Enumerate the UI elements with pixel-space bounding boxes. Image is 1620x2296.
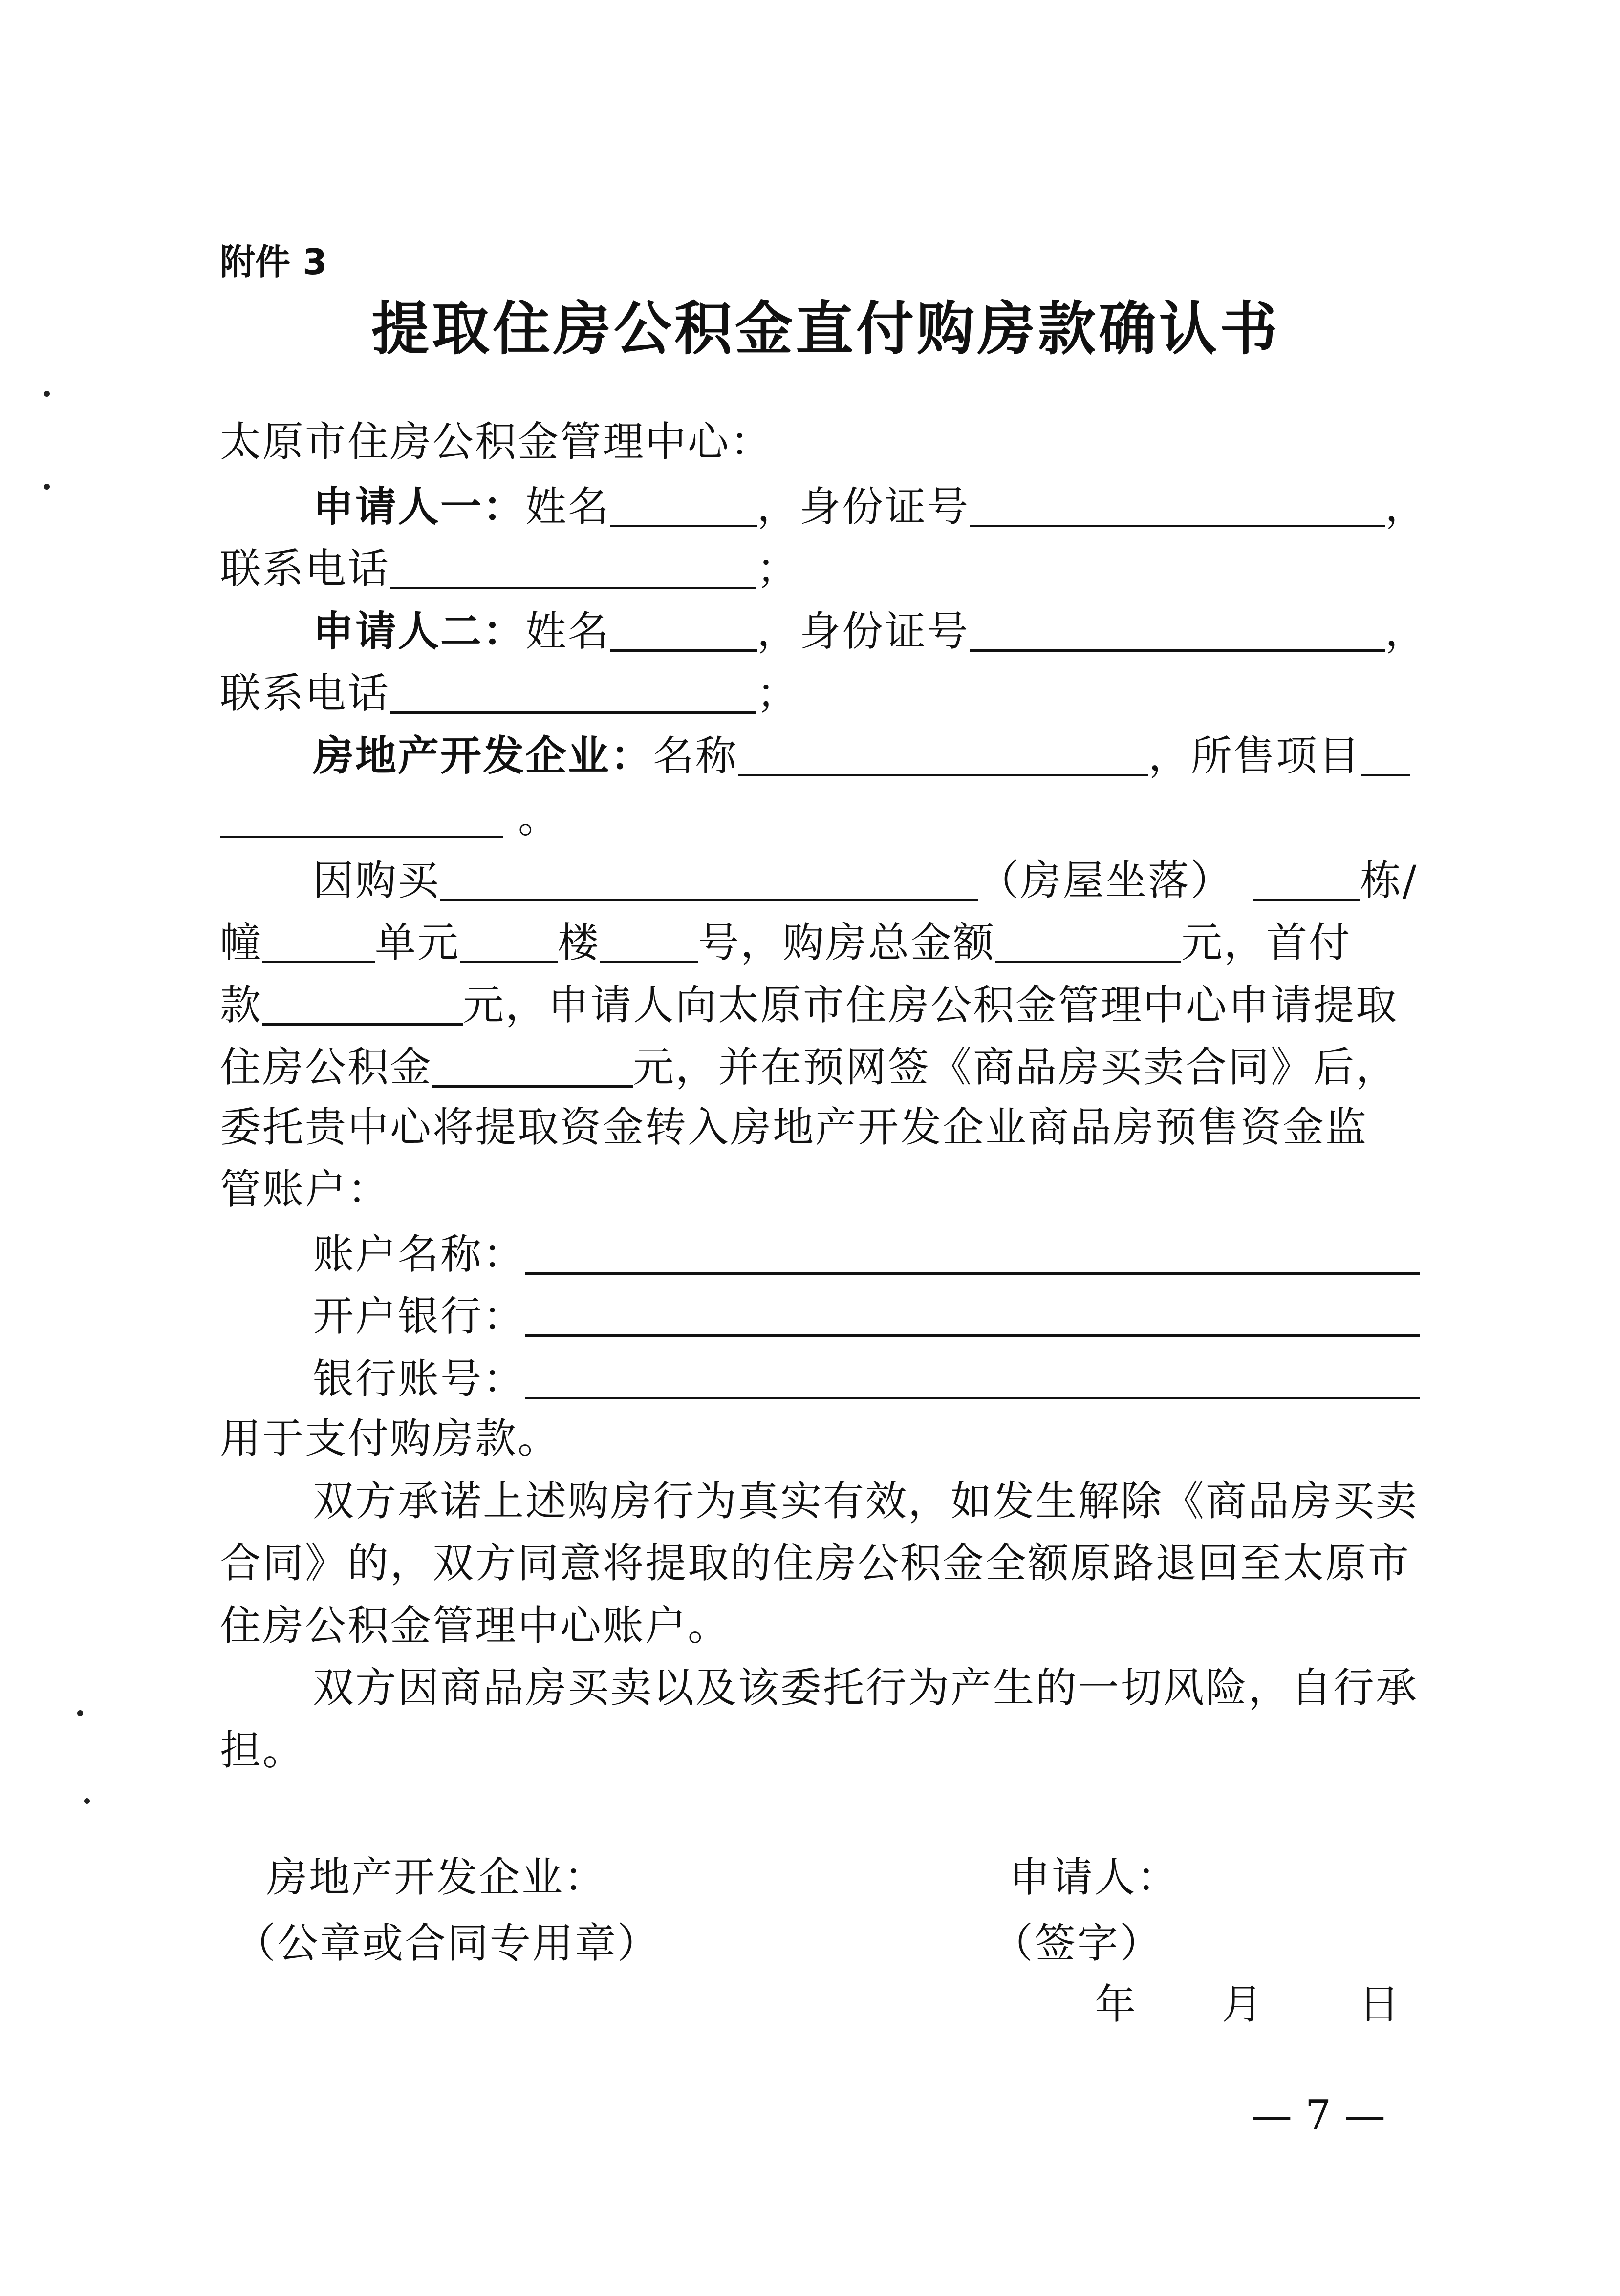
promise-line-1: 双方承诺上述购房行为真实有效，如发生解除《商品房买卖 — [313, 1477, 1419, 1525]
bank-line — [313, 1292, 1420, 1340]
risk-line-1: 双方因商品房买卖以及该委托行为产生的一切风险，自行承 — [313, 1664, 1419, 1712]
date-day: 日 — [1359, 1980, 1402, 2028]
applicant-signature-label: 申请人： — [1009, 1853, 1180, 1901]
purchase-line-3 — [220, 981, 1399, 1029]
separator: ， — [1385, 607, 1428, 655]
phone-label: 联系电话 — [220, 669, 390, 717]
developer-label: 房地产开发企业： — [313, 731, 653, 780]
name-label: 姓名 — [525, 483, 611, 531]
account-number-label: 银行账号： — [313, 1355, 526, 1403]
project-field-end[interactable] — [220, 795, 503, 838]
block-unit: 幢 — [220, 919, 263, 966]
separator: ； — [756, 669, 799, 717]
location-note: （房屋坐落） — [978, 857, 1233, 904]
applicant2-line — [313, 607, 1428, 655]
project-field-start[interactable] — [1361, 733, 1410, 776]
applicant1-name-field[interactable] — [610, 484, 757, 527]
total-price-label: 号，购房总金额 — [698, 919, 996, 966]
id-label: 身份证号 — [799, 483, 970, 531]
scan-speck — [84, 1798, 90, 1804]
applicant1-line — [313, 482, 1428, 531]
scan-speck — [77, 1710, 83, 1716]
floor-field[interactable] — [600, 920, 698, 963]
building-field[interactable] — [1253, 858, 1360, 901]
promise-line-2: 合同》的，双方同意将提取的住房公积金全额原路退回至太原市 — [220, 1539, 1411, 1587]
date-month: 月 — [1222, 1980, 1265, 2028]
project-label: 所售项目 — [1191, 732, 1361, 780]
account-name-line — [313, 1230, 1420, 1278]
purchase-text: 元，并在预网签《商品房买卖合同》后， — [633, 1043, 1399, 1091]
applicant2-phone-line — [220, 669, 799, 717]
account-number-field[interactable] — [525, 1356, 1420, 1399]
applicant1-phone-line — [220, 545, 799, 593]
applicant1-phone-field[interactable] — [390, 546, 756, 589]
developer-line — [313, 731, 1410, 780]
purchase-text: 因购买 — [313, 857, 441, 904]
name-label: 姓名 — [525, 607, 611, 655]
purchase-line-2 — [220, 919, 1352, 966]
purchase-line-4 — [220, 1043, 1399, 1091]
promise-line-3: 住房公积金管理中心账户。 — [220, 1602, 731, 1650]
account-number-line — [313, 1355, 1420, 1403]
developer-signature-label: 房地产开发企业： — [266, 1853, 607, 1901]
withdraw-amount-field[interactable] — [432, 1044, 633, 1088]
date-year: 年 — [1095, 1980, 1138, 2028]
building-unit: 栋/ — [1360, 857, 1418, 904]
addressee: 太原市住房公积金管理中心： — [220, 418, 773, 466]
developer-seal-note: （公章或合同专用章） — [235, 1919, 660, 1967]
account-name-field[interactable] — [525, 1231, 1420, 1275]
total-price-field[interactable] — [995, 920, 1181, 963]
unit-field[interactable] — [460, 920, 558, 963]
purchase-line-5: 委托贵中心将提取资金转入房地产开发企业商品房预售资金监 — [220, 1103, 1368, 1151]
applicant2-phone-field[interactable] — [390, 670, 756, 714]
id-label: 身份证号 — [799, 607, 970, 655]
down-payment-label: 元，首付 — [1181, 919, 1352, 966]
account-name-label: 账户名称： — [313, 1230, 526, 1278]
withdraw-label: 住房公积金 — [220, 1043, 433, 1091]
developer-line-2 — [220, 794, 561, 842]
down-payment-label-end: 款 — [220, 981, 263, 1029]
page-number: — 7 — — [1251, 2091, 1385, 2139]
bank-label: 开户银行： — [313, 1292, 526, 1340]
developer-name-label: 名称 — [653, 732, 738, 780]
separator: ； — [756, 545, 799, 593]
developer-name-field[interactable] — [738, 733, 1148, 776]
scan-speck — [44, 484, 50, 490]
bank-field[interactable] — [525, 1293, 1420, 1337]
scan-speck — [44, 391, 50, 397]
phone-label: 联系电话 — [220, 545, 390, 593]
purchase-text: 元，申请人向太原市住房公积金管理中心申请提取 — [463, 981, 1399, 1029]
document-title: 提取住房公积金直付购房款确认书 — [371, 295, 1281, 363]
purchase-line-1 — [313, 857, 1418, 904]
account-purpose: 用于支付购房款。 — [220, 1415, 561, 1462]
risk-line-2: 担。 — [220, 1726, 305, 1774]
house-location-field[interactable] — [440, 858, 978, 901]
applicant-signature-note: （签字） — [992, 1919, 1163, 1967]
unit-label: 单元 — [375, 919, 460, 966]
applicant2-id-field[interactable] — [970, 608, 1385, 652]
applicant2-label: 申请人二： — [313, 607, 526, 655]
separator: ， — [1148, 732, 1191, 780]
down-payment-field[interactable] — [262, 982, 463, 1026]
block-field[interactable] — [262, 920, 375, 963]
applicant1-id-field[interactable] — [970, 484, 1385, 527]
purchase-line-6: 管账户： — [220, 1165, 390, 1213]
separator: 。 — [518, 794, 561, 842]
separator: ， — [757, 483, 800, 531]
floor-label: 楼 — [558, 919, 601, 966]
separator: ， — [1385, 483, 1428, 531]
separator: ， — [757, 607, 800, 655]
attachment-label: 附件 3 — [220, 241, 327, 282]
applicant1-label: 申请人一： — [313, 482, 526, 531]
applicant2-name-field[interactable] — [610, 608, 757, 652]
